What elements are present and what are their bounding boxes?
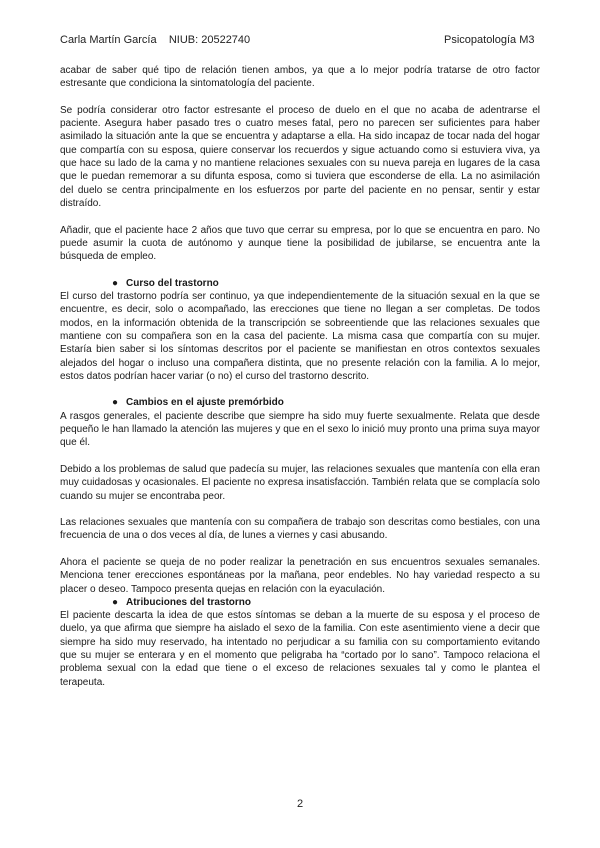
document-body [60, 64, 540, 689]
paragraph: acabar de saber qué tipo de relación tienen ambos, ya que a lo mejor podría tratarse de otro factor estresante que condiciona la sintomatología del paciente. [60, 65, 540, 90]
page-number: 2 [296, 798, 304, 810]
bullet-icon: ● [112, 277, 119, 289]
page-header [60, 34, 540, 50]
paragraph: El curso del trastorno podría ser continuo, ya que independientemente de la situación sexual en la que se encuentre, es decir, solo o acompañado, las erecciones que tiene no llegan a ser completas. De todos modos, en la información obtenida de la transcripción se sobreentiende que las relaciones sexuales que mantiene con su compañera son en la casa del paciente. La misma casa que compartía con su mujer. Estaría bien saber si los síntomas descritos por el paciente se manifiestan en otros contextos sexuales alejados del hogar o incluso una compañera distinta, que no presente relación con la familia. A lo mejor, estos datos podrían hacer variar (o no) el curso del trastorno descrito. [60, 291, 540, 382]
paragraph: Se podría considerar otro factor estresante el proceso de duelo en el que no acaba de adentrarse el paciente. Asegura haber pasado tres o cuatro meses fatal, pero no parecen ser suficientes para haber asimilado la situación ante la que se encuentra y adaptarse a ella. Ha sido incapaz de tocar nada del hogar que compartía con su esposa, quiere conservar los recuerdos y sigue actuando como si estuviera viva, ya que hace su lado de la cama y no mantiene relaciones sexuales con su nueva pareja en lugares de la casa que le puedan rememorar a su difunta esposa, como si tuviera que esconderse de ella. La no asimilación del duelo se centra principalmente en los esfuerzos por parte del paciente en no pensar, sentir y estar distraído. [60, 104, 540, 209]
paragraph: Añadir, que el paciente hace 2 años que tuvo que cerrar su empresa, por lo que se encuentra en paro. No puede asumir la cuota de autónomo y aunque tiene la posibilidad de jubilarse, se encuentra ante la búsqueda de empleo. [60, 224, 540, 263]
paragraph: Las relaciones sexuales que mantenía con su compañera de trabajo son descritas como bestiales, con una frecuencia de una o dos veces al día, de lunes a viernes y casi abusando. [60, 517, 540, 542]
bullet-icon: ● [112, 397, 119, 409]
paragraph: Ahora el paciente se queja de no poder realizar la penetración en sus encuentros sexuales semanales. Menciona tener erecciones espontáneas por la mañana, peor endebles. No hay variedad respecto a su placer o deseo. Tampoco presenta quejas en relación con la eyaculación. [60, 556, 540, 595]
paragraph: El paciente descarta la idea de que estos síntomas se deban a la muerte de su esposa y el proceso de duelo, ya que afirma que siempre ha aislado el sexo de la familia. Con este asentimiento viene a decir que siempre ha sido muy reservado, ha intentado no perjudicar a su familia con su comportamiento evitando que su mujer se enterara y en el momento que peligraba ha “cortado por lo sano”. Tampoco relaciona el problema sexual con la edad que tiene o el exceso de relaciones sexuales tal y como le plantea el terapeuta. [60, 610, 540, 688]
section-heading-atribuciones [60, 596, 540, 609]
heading-text: Cambios en el ajuste premórbido [126, 397, 284, 409]
section-heading-curso [60, 277, 540, 290]
section-heading-cambios [60, 396, 540, 409]
header-niub: NIUB: 20522740 [168, 34, 251, 46]
heading-text: Curso del trastorno [126, 277, 219, 289]
paragraph: Debido a los problemas de salud que padecía su mujer, las relaciones sexuales que mantenía con ella eran muy cuidadosas y ocasionales. El paciente no expresa insatisfacción. También relata que se complacía solo cuando su mujer se encontraba peor. [60, 463, 540, 502]
header-course: Psicopatología M3 [444, 34, 535, 46]
header-author: Carla Martín García [60, 34, 157, 46]
paragraph: A rasgos generales, el paciente describe que siempre ha sido muy fuerte sexualmente. Relata que desde pequeño le han llamado la atención las mujeres y que en el sexo lo inició muy pronto una prima suya mayor que él. [60, 410, 540, 449]
bullet-icon: ● [112, 596, 119, 608]
header-author-niub [60, 34, 250, 46]
heading-text: Atribuciones del trastorno [126, 596, 252, 608]
